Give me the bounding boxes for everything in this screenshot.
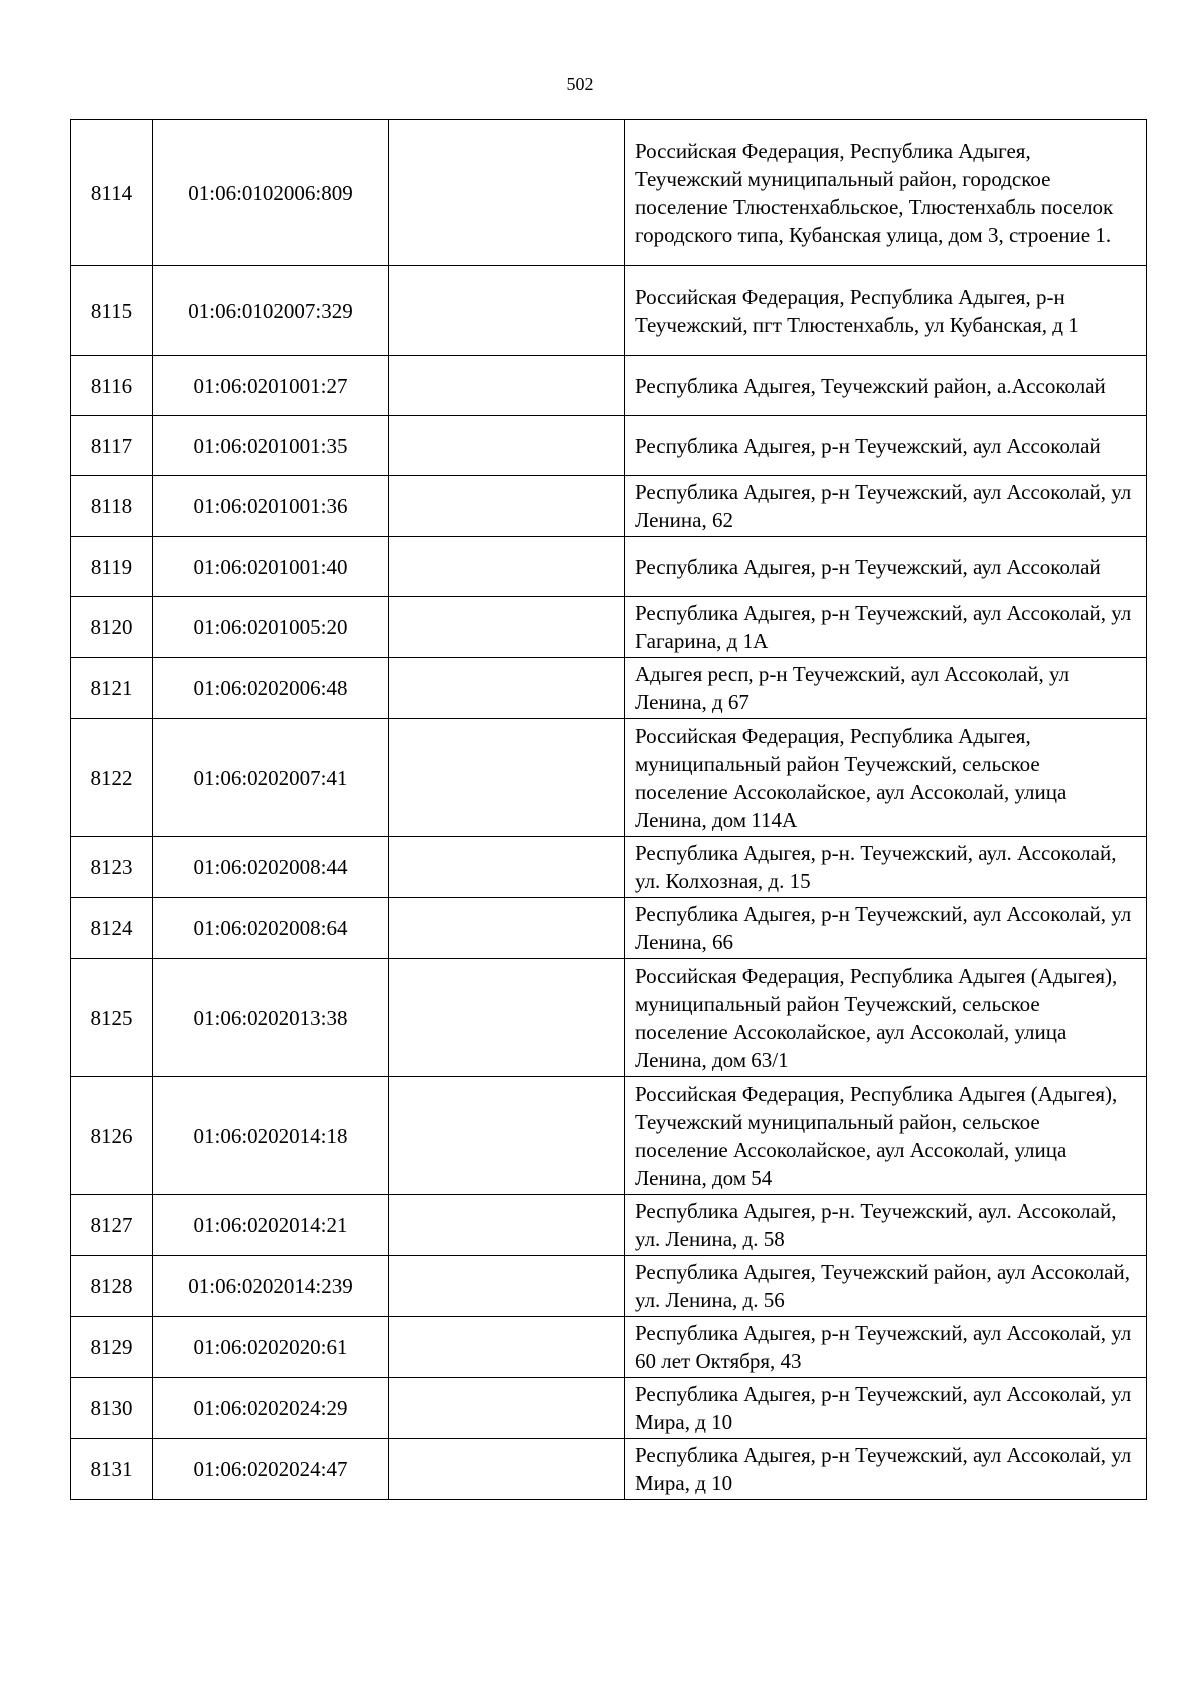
address: Республика Адыгея, р-н Теучежский, аул Ассоколай, ул Ленина, 66 bbox=[625, 898, 1147, 959]
row-number: 8124 bbox=[71, 898, 153, 959]
cadastral-number: 01:06:0202024:47 bbox=[153, 1439, 389, 1500]
row-number: 8127 bbox=[71, 1195, 153, 1256]
empty-cell bbox=[389, 719, 625, 837]
registry-table-body bbox=[71, 120, 1147, 1500]
empty-cell bbox=[389, 356, 625, 416]
cadastral-number: 01:06:0202014:21 bbox=[153, 1195, 389, 1256]
cadastral-number: 01:06:0202007:41 bbox=[153, 719, 389, 837]
cadastral-number: 01:06:0202020:61 bbox=[153, 1317, 389, 1378]
table-row bbox=[71, 959, 1147, 1077]
address: Республика Адыгея, р-н. Теучежский, аул. Ассоколай, ул. Колхозная, д. 15 bbox=[625, 837, 1147, 898]
empty-cell bbox=[389, 959, 625, 1077]
address: Российская Федерация, Республика Адыгея (Адыгея), муниципальный район Теучежский, сельское поселение Ассоколайское, аул Ассоколай, улица Ленина, дом 63/1 bbox=[625, 959, 1147, 1077]
cadastral-number: 01:06:0201001:35 bbox=[153, 416, 389, 476]
address: Адыгея респ, р-н Теучежский, аул Ассоколай, ул Ленина, д 67 bbox=[625, 658, 1147, 719]
table-row bbox=[71, 266, 1147, 356]
cadastral-number: 01:06:0201005:20 bbox=[153, 597, 389, 658]
empty-cell bbox=[389, 266, 625, 356]
empty-cell bbox=[389, 898, 625, 959]
empty-cell bbox=[389, 1077, 625, 1195]
row-number: 8119 bbox=[71, 537, 153, 597]
empty-cell bbox=[389, 1256, 625, 1317]
cadastral-number: 01:06:0202008:64 bbox=[153, 898, 389, 959]
address: Российская Федерация, Республика Адыгея, Теучежский муниципальный район, городское поселение Тлюстенхабльское, Тлюстенхабль поселок городского типа, Кубанская улица, дом 3, строение 1. bbox=[625, 120, 1147, 266]
empty-cell bbox=[389, 1378, 625, 1439]
address: Российская Федерация, Республика Адыгея (Адыгея), Теучежский муниципальный район, сельское поселение Ассоколайское, аул Ассоколай, улица Ленина, дом 54 bbox=[625, 1077, 1147, 1195]
row-number: 8116 bbox=[71, 356, 153, 416]
table-row bbox=[71, 356, 1147, 416]
row-number: 8130 bbox=[71, 1378, 153, 1439]
address: Республика Адыгея, р-н. Теучежский, аул. Ассоколай, ул. Ленина, д. 58 bbox=[625, 1195, 1147, 1256]
cadastral-number: 01:06:0201001:36 bbox=[153, 476, 389, 537]
address: Республика Адыгея, р-н Теучежский, аул Ассоколай bbox=[625, 416, 1147, 476]
empty-cell bbox=[389, 597, 625, 658]
address: Республика Адыгея, р-н Теучежский, аул Ассоколай, ул Ленина, 62 bbox=[625, 476, 1147, 537]
registry-table bbox=[70, 119, 1147, 1500]
table-row bbox=[71, 537, 1147, 597]
row-number: 8125 bbox=[71, 959, 153, 1077]
empty-cell bbox=[389, 1317, 625, 1378]
table-row bbox=[71, 658, 1147, 719]
table-row bbox=[71, 476, 1147, 537]
table-row bbox=[71, 597, 1147, 658]
row-number: 8123 bbox=[71, 837, 153, 898]
table-row bbox=[71, 837, 1147, 898]
empty-cell bbox=[389, 1195, 625, 1256]
row-number: 8131 bbox=[71, 1439, 153, 1500]
address: Республика Адыгея, р-н Теучежский, аул Ассоколай bbox=[625, 537, 1147, 597]
cadastral-number: 01:06:0201001:40 bbox=[153, 537, 389, 597]
table-row bbox=[71, 1378, 1147, 1439]
row-number: 8129 bbox=[71, 1317, 153, 1378]
table-row bbox=[71, 1256, 1147, 1317]
row-number: 8114 bbox=[71, 120, 153, 266]
table-row bbox=[71, 1317, 1147, 1378]
row-number: 8118 bbox=[71, 476, 153, 537]
empty-cell bbox=[389, 658, 625, 719]
address: Республика Адыгея, Теучежский район, а.Ассоколай bbox=[625, 356, 1147, 416]
row-number: 8126 bbox=[71, 1077, 153, 1195]
row-number: 8122 bbox=[71, 719, 153, 837]
table-row bbox=[71, 719, 1147, 837]
empty-cell bbox=[389, 120, 625, 266]
table-row bbox=[71, 898, 1147, 959]
cadastral-number: 01:06:0102007:329 bbox=[153, 266, 389, 356]
table-row bbox=[71, 1195, 1147, 1256]
cadastral-number: 01:06:0202024:29 bbox=[153, 1378, 389, 1439]
table-row bbox=[71, 1439, 1147, 1500]
table-row bbox=[71, 1077, 1147, 1195]
cadastral-number: 01:06:0202008:44 bbox=[153, 837, 389, 898]
empty-cell bbox=[389, 416, 625, 476]
row-number: 8120 bbox=[71, 597, 153, 658]
empty-cell bbox=[389, 537, 625, 597]
cadastral-number: 01:06:0202014:18 bbox=[153, 1077, 389, 1195]
address: Республика Адыгея, Теучежский район, аул Ассоколай, ул. Ленина, д. 56 bbox=[625, 1256, 1147, 1317]
address: Российская Федерация, Республика Адыгея, р-н Теучежский, пгт Тлюстенхабль, ул Кубанская, д 1 bbox=[625, 266, 1147, 356]
cadastral-number: 01:06:0102006:809 bbox=[153, 120, 389, 266]
row-number: 8128 bbox=[71, 1256, 153, 1317]
empty-cell bbox=[389, 1439, 625, 1500]
address: Республика Адыгея, р-н Теучежский, аул Ассоколай, ул Мира, д 10 bbox=[625, 1439, 1147, 1500]
table-row bbox=[71, 416, 1147, 476]
cadastral-number: 01:06:0202014:239 bbox=[153, 1256, 389, 1317]
address: Республика Адыгея, р-н Теучежский, аул Ассоколай, ул Гагарина, д 1А bbox=[625, 597, 1147, 658]
empty-cell bbox=[389, 476, 625, 537]
page-number: 502 bbox=[566, 74, 594, 94]
empty-cell bbox=[389, 837, 625, 898]
row-number: 8117 bbox=[71, 416, 153, 476]
address: Российская Федерация, Республика Адыгея, муниципальный район Теучежский, сельское поселение Ассоколайское, аул Ассоколай, улица Ленина, дом 114А bbox=[625, 719, 1147, 837]
row-number: 8115 bbox=[71, 266, 153, 356]
row-number: 8121 bbox=[71, 658, 153, 719]
cadastral-number: 01:06:0202006:48 bbox=[153, 658, 389, 719]
cadastral-number: 01:06:0202013:38 bbox=[153, 959, 389, 1077]
cadastral-number: 01:06:0201001:27 bbox=[153, 356, 389, 416]
address: Республика Адыгея, р-н Теучежский, аул Ассоколай, ул Мира, д 10 bbox=[625, 1378, 1147, 1439]
address: Республика Адыгея, р-н Теучежский, аул Ассоколай, ул 60 лет Октября, 43 bbox=[625, 1317, 1147, 1378]
table-row bbox=[71, 120, 1147, 266]
